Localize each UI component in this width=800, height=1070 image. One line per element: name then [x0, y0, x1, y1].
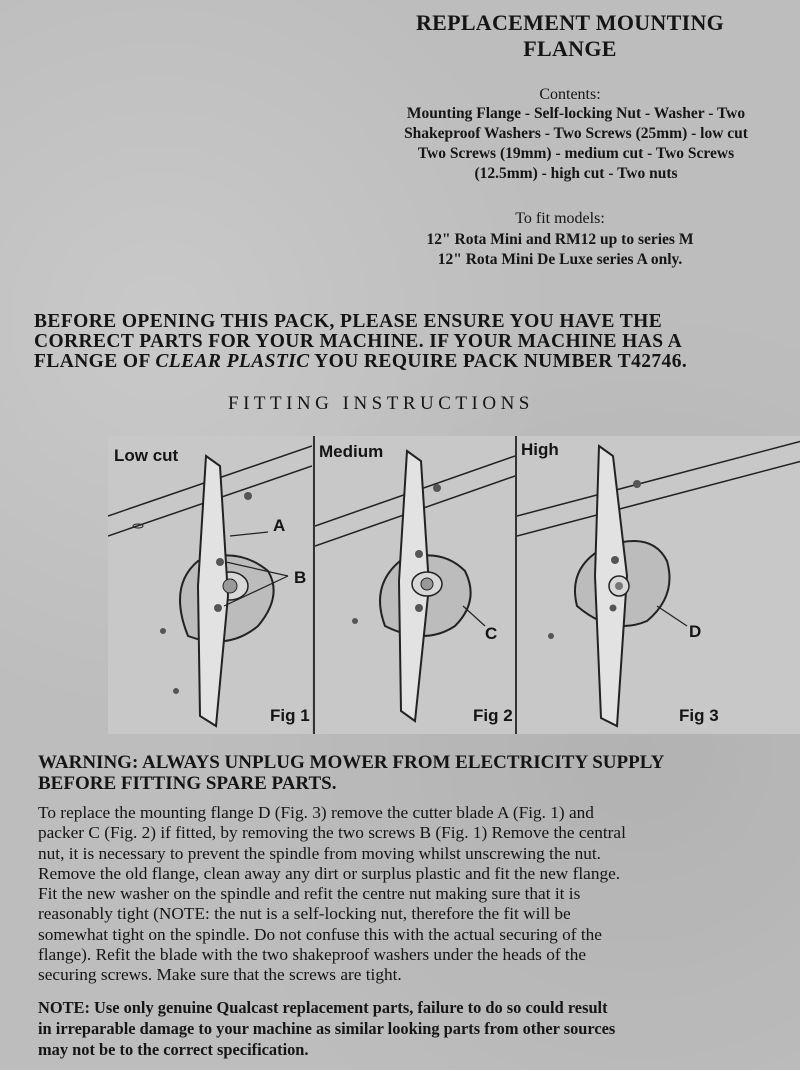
instruction-line: reasonably tight (NOTE: the nut is a self-locking nut, therefore the fit will be: [38, 904, 571, 924]
model-line: 12" Rota Mini and RM12 up to series M: [426, 231, 694, 248]
contents-line: Two Screws (19mm) - medium cut - Two Screws: [417, 145, 735, 162]
instruction-line: To replace the mounting flange D (Fig. 3) remove the cutter blade A (Fig. 1) and: [38, 803, 594, 822]
blade-diagram-high-cut: [517, 436, 800, 734]
note-line: may not be to the correct specification.: [38, 1040, 309, 1059]
blade-diagram-medium-cut: [315, 436, 515, 734]
callout-c: C: [485, 624, 498, 643]
figure-low-cut: [108, 436, 312, 734]
instruction-line: Fit the new washer on the spindle and refit the centre nut making sure that it is: [38, 884, 581, 904]
warning-line-2: BEFORE FITTING SPARE PARTS.: [38, 773, 337, 794]
caution-line-1: BEFORE OPENING THIS PACK, PLEASE ENSURE YOU HAVE THE: [34, 311, 663, 332]
parts-caution: [34, 312, 794, 372]
caution-line-3-end: YOU REQUIRE PACK NUMBER T42746.: [309, 351, 688, 372]
contents-line: Mounting Flange - Self-locking Nut - Washer - Two: [406, 105, 746, 122]
instruction-line: securing screws. Make sure that the screws are tight.: [38, 965, 402, 985]
caution-line-3-start: FLANGE OF: [34, 351, 156, 372]
note-line: NOTE: Use only genuine Qualcast replacement parts, failure to do so could result: [38, 998, 608, 1017]
callout-d: D: [689, 622, 702, 641]
note-line: in irreparable damage to your machine as similar looking parts from other sources: [38, 1019, 616, 1038]
figure-label-2: Fig 2: [473, 706, 513, 725]
safety-warning: [38, 752, 798, 794]
figure-medium-cut: [313, 436, 515, 734]
contents-line: (12.5mm) - high cut - Two nuts: [474, 165, 678, 182]
cut-label-medium: Medium: [319, 442, 384, 461]
title-line-2: FLANGE: [523, 36, 617, 61]
figure-high-cut: [515, 436, 800, 734]
instruction-line: packer C (Fig. 2) if fitted, by removing the two screws B (Fig. 1) Remove the central: [38, 823, 626, 843]
callout-a: A: [273, 516, 286, 535]
contents-list: [366, 104, 786, 184]
contents-heading: Contents:: [539, 86, 601, 103]
callout-b: B: [294, 568, 307, 587]
fitting-instructions-heading: FITTING INSTRUCTIONS: [228, 393, 534, 414]
caution-line-3: [34, 352, 794, 372]
instruction-line: somewhat tight on the spindle. Do not confuse this with the actual securing of the: [38, 924, 602, 944]
contents-line: Shakeproof Washers - Two Screws (25mm) - low cut: [404, 125, 748, 142]
caution-clear-plastic: CLEAR PLASTIC: [155, 351, 310, 372]
models-list: [380, 230, 740, 270]
fitting-instructions-text: [38, 803, 796, 986]
blade-diagram-low-cut: [108, 436, 312, 734]
page-title: [380, 10, 760, 62]
figure-label-3: Fig 3: [679, 706, 719, 725]
model-line: 12" Rota Mini De Luxe series A only.: [437, 251, 683, 268]
instruction-line: nut, it is necessary to prevent the spindle from moving whilst unscrewing the nut.: [38, 843, 601, 863]
cut-label-low: Low cut: [114, 446, 179, 465]
cut-label-high: High: [521, 440, 559, 459]
figure-label-1: Fig 1: [270, 706, 310, 725]
title-line-1: REPLACEMENT MOUNTING: [415, 10, 725, 35]
instruction-line: Remove the old flange, clean away any dirt or surplus plastic and fit the new flange.: [38, 863, 621, 883]
genuine-parts-note: [38, 997, 798, 1060]
models-heading: To fit models:: [515, 210, 605, 227]
warning-line-1: WARNING: ALWAYS UNPLUG MOWER FROM ELECTRICITY SUPPLY: [38, 752, 665, 773]
caution-line-2: CORRECT PARTS FOR YOUR MACHINE. IF YOUR MACHINE HAS A: [34, 331, 683, 352]
instruction-line: flange). Refit the blade with the two shakeproof washers under the heads of the: [38, 945, 587, 965]
